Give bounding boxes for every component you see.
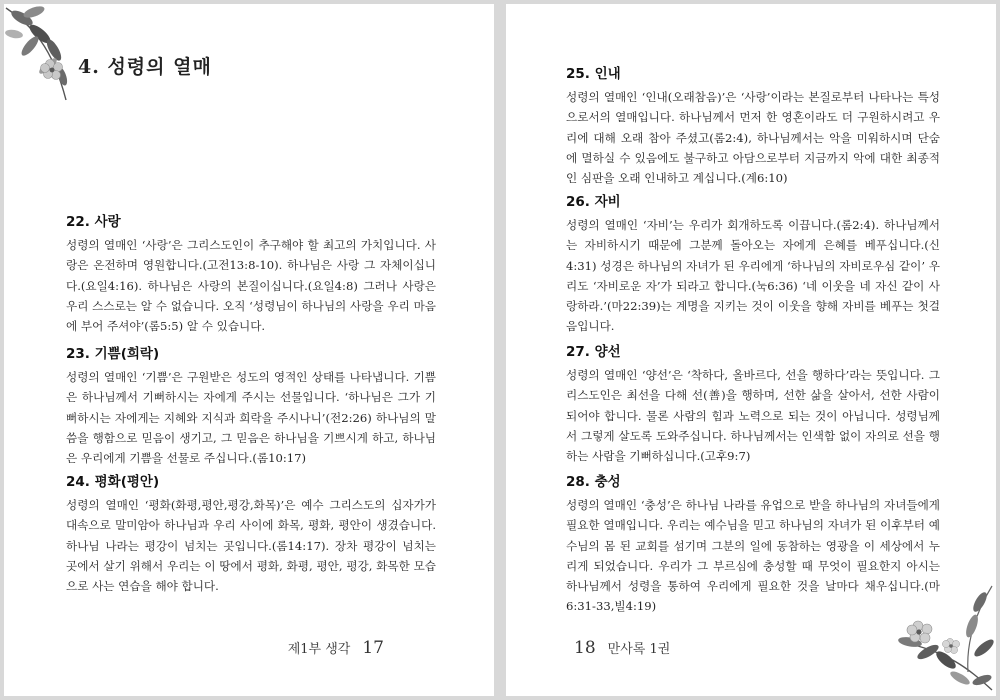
page-number: 17 [362, 638, 384, 658]
right-page-footer [574, 638, 670, 658]
chapter-title: 4. 성령의 열매 [78, 56, 212, 78]
section-peace [66, 470, 436, 596]
section-heading: 24. 평화(평안) [66, 474, 160, 490]
section-heading: 23. 기쁨(희락) [66, 346, 160, 362]
section-heading: 22. 사랑 [66, 214, 121, 230]
section-joy [66, 342, 436, 468]
section-love [66, 210, 436, 336]
section-kindness [566, 190, 940, 337]
section-faithfulness [566, 470, 940, 617]
left-page-footer [288, 638, 384, 658]
section-body: 성령의 열매인 ‘기쁨’은 구원받은 성도의 영적인 상태를 나타냅니다. 기쁨은 하나님께서 기뻐하시는 자에게 주시는 선물입니다. ‘하나님은 그가 기뻐하시는 자에게는 지혜와 지식과 희락을 주시나니’(전2:26) 하나님의 말씀을 행함으로 믿음이 생기고, 그 믿음은 하나님을 기쁘시게 하고, 하나님은 우리에게 기쁨을 선물로 주십니다.(롬10:17) [66, 370, 436, 466]
section-body: 성령의 열매인 ‘자비’는 우리가 회개하도록 이끕니다.(롬2:4). 하나님께서는 자비하시기 때문에 그분께 돌아오는 자에게 은혜를 베푸십니다.(신4:31) 성경은 하나님의 자녀가 된 우리에게 ‘하나님의 자비로우심 같이’ 우리도 ‘자비로운 자’가 되라고 합니다.(눅6:36) ‘네 이웃을 네 자신 같이 사랑하라.’(마22:39)는 계명을 지키는 것이 이웃을 향해 자비를 베푸는 첫걸음입니다. [566, 218, 940, 334]
running-footer: 제1부 생각 [287, 642, 351, 657]
section-heading: 26. 자비 [566, 194, 621, 210]
section-heading: 28. 충성 [566, 474, 621, 490]
section-body: 성령의 열매인 ‘인내(오래참음)’은 ‘사랑’이라는 본질로부터 나타나는 특성으로서의 열매입니다. 하나님께서 먼저 한 영혼이라도 더 구원하시려고 우리에 대해 오래 참아 주셨고(롬2:4), 하나님께서는 악을 미워하시며 단숨에 멸하실 수 있음에도 불구하고 아담으로부터 지금까지 악에 대한 최종적인 심판을 오래 인내하고 계십니다.(계6:10) [566, 90, 940, 186]
right-page [506, 4, 996, 696]
page-number: 18 [574, 638, 596, 658]
section-patience [566, 62, 940, 188]
section-goodness [566, 340, 940, 466]
section-body: 성령의 열매인 ‘양선’은 ‘착하다, 올바르다, 선을 행하다’라는 뜻입니다. 그리스도인은 최선을 다해 선(善)을 행하며, 선한 삶을 살아서, 선한 사람이 되어야 합니다. 물론 사람의 힘과 노력으로 되는 것이 아닙니다. 성령님께서 그렇게 살도록 도와주십니다. 하나님께서는 인색함 없이 자의로 선을 행하는 사람을 기뻐하십니다.(고후9:7) [566, 368, 940, 464]
floral-decoration-bottom-right [888, 572, 996, 696]
running-footer: 만사록 1권 [607, 642, 671, 657]
section-body: 성령의 열매인 ‘충성’은 하나님 나라를 유업으로 받을 하나님의 자녀들에게 필요한 열매입니다. 우리는 예수님을 믿고 하나님의 자녀가 된 이후부터 예수님의 몸 된 교회를 섬기며 그분의 일에 동참하는 영광을 이 세상에서 누리게 되었습니다. 우리가 그 부르심에 충성할 때 무엇이 필요한지 아시는 하나님께서 성령을 통하여 우리에게 필요한 것을 날마다 채우십니다.(마6:31-33,빌4:19) [566, 498, 940, 614]
left-page [4, 4, 494, 696]
section-heading: 25. 인내 [566, 66, 621, 82]
section-heading: 27. 양선 [566, 344, 621, 360]
section-body: 성령의 열매인 ‘사랑’은 그리스도인이 추구해야 할 최고의 가치입니다. 사랑은 온전하며 영원합니다.(고전13:8-10). 하나님은 사랑 그 자체이십니다.(요일4:16). 하나님은 사랑의 본질이십니다.(요일4:8) 그러나 사랑은 우리 스스로는 알 수 없습니다. 오직 ‘성령님이 하나님의 사랑을 우리 마음에 부어 주셔야’(롬5:5) 알 수 있습니다. [66, 238, 436, 334]
section-body: 성령의 열매인 ‘평화(화평,평안,평강,화목)’은 예수 그리스도의 십자가가 대속으로 말미암아 하나님과 우리 사이에 화목, 평화, 평안이 생겼습니다. 하나님 나라는 평강이 넘치는 곳입니다.(롬14:17). 장차 평강이 넘치는 곳에서 살기 위해서 우리는 이 땅에서 평화, 화평, 평안, 평강, 화목한 모습으로 사는 연습을 해야 합니다. [66, 498, 436, 594]
